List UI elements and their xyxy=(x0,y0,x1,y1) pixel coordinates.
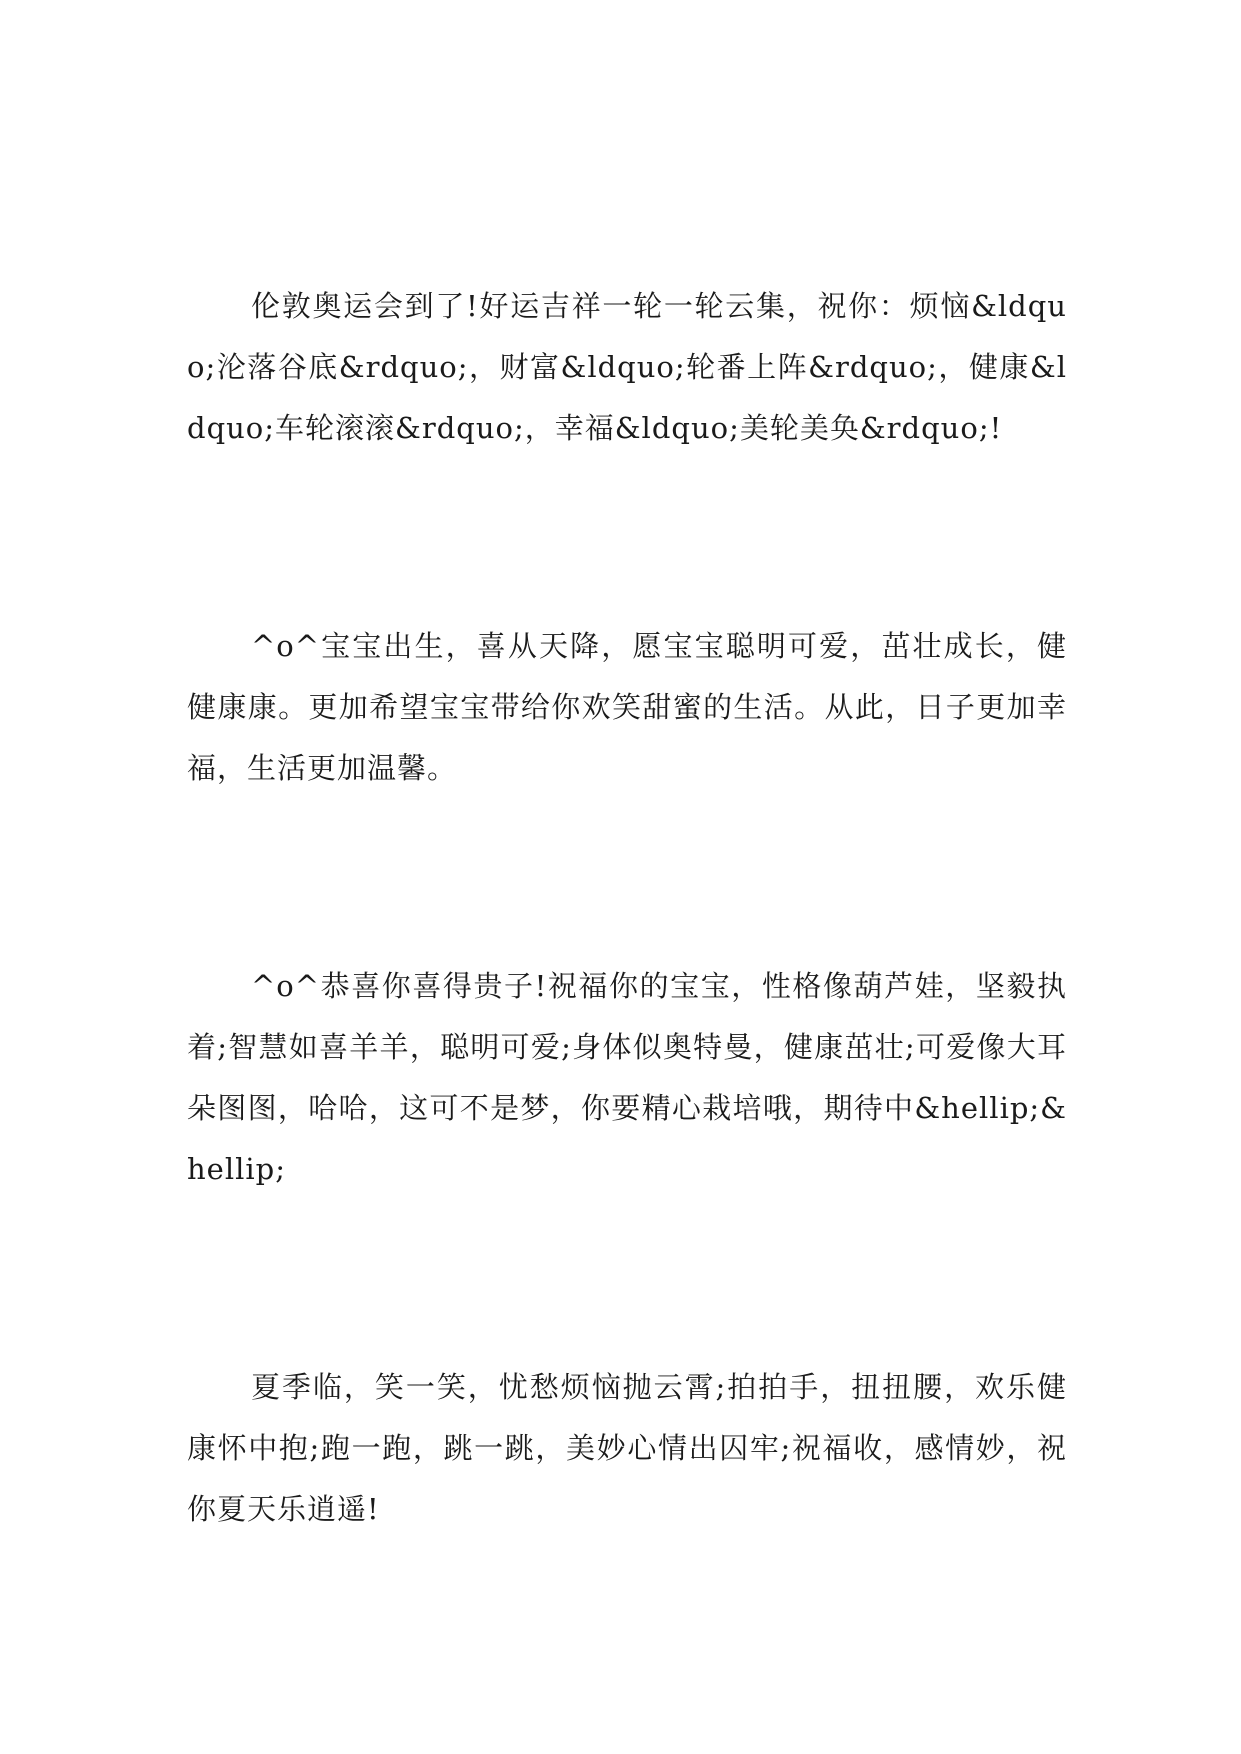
paragraph-baby-birth-greeting: ^o^宝宝出生，喜从天降，愿宝宝聪明可爱，茁壮成长，健健康康。更加希望宝宝带给你欢笑甜蜜的生活。从此，日子更加幸福，生活更加温馨。 xyxy=(187,629,1067,785)
document-body xyxy=(187,276,1067,1540)
paragraph-olympics-greeting: 伦敦奥运会到了!好运吉祥一轮一轮云集，祝你：烦恼&ldquo;沦落谷底&rdquo;，财富&ldquo;轮番上阵&rdquo;，健康&ldquo;车轮滚滚&rdquo;，幸福&ldquo;美轮美奂&rdquo;! xyxy=(187,289,1067,445)
paragraph-baby-son-greeting: ^o^恭喜你喜得贵子!祝福你的宝宝，性格像葫芦娃，坚毅执着;智慧如喜羊羊，聪明可爱;身体似奥特曼，健康茁壮;可爱像大耳朵图图，哈哈，这可不是梦，你要精心栽培哦，期待中&hellip;&hellip; xyxy=(187,969,1067,1186)
paragraph-summer-greeting: 夏季临，笑一笑，忧愁烦恼抛云霄;拍拍手，扭扭腰，欢乐健康怀中抱;跑一跑，跳一跳，美妙心情出囚牢;祝福收，感情妙，祝你夏天乐逍遥! xyxy=(187,1370,1067,1526)
